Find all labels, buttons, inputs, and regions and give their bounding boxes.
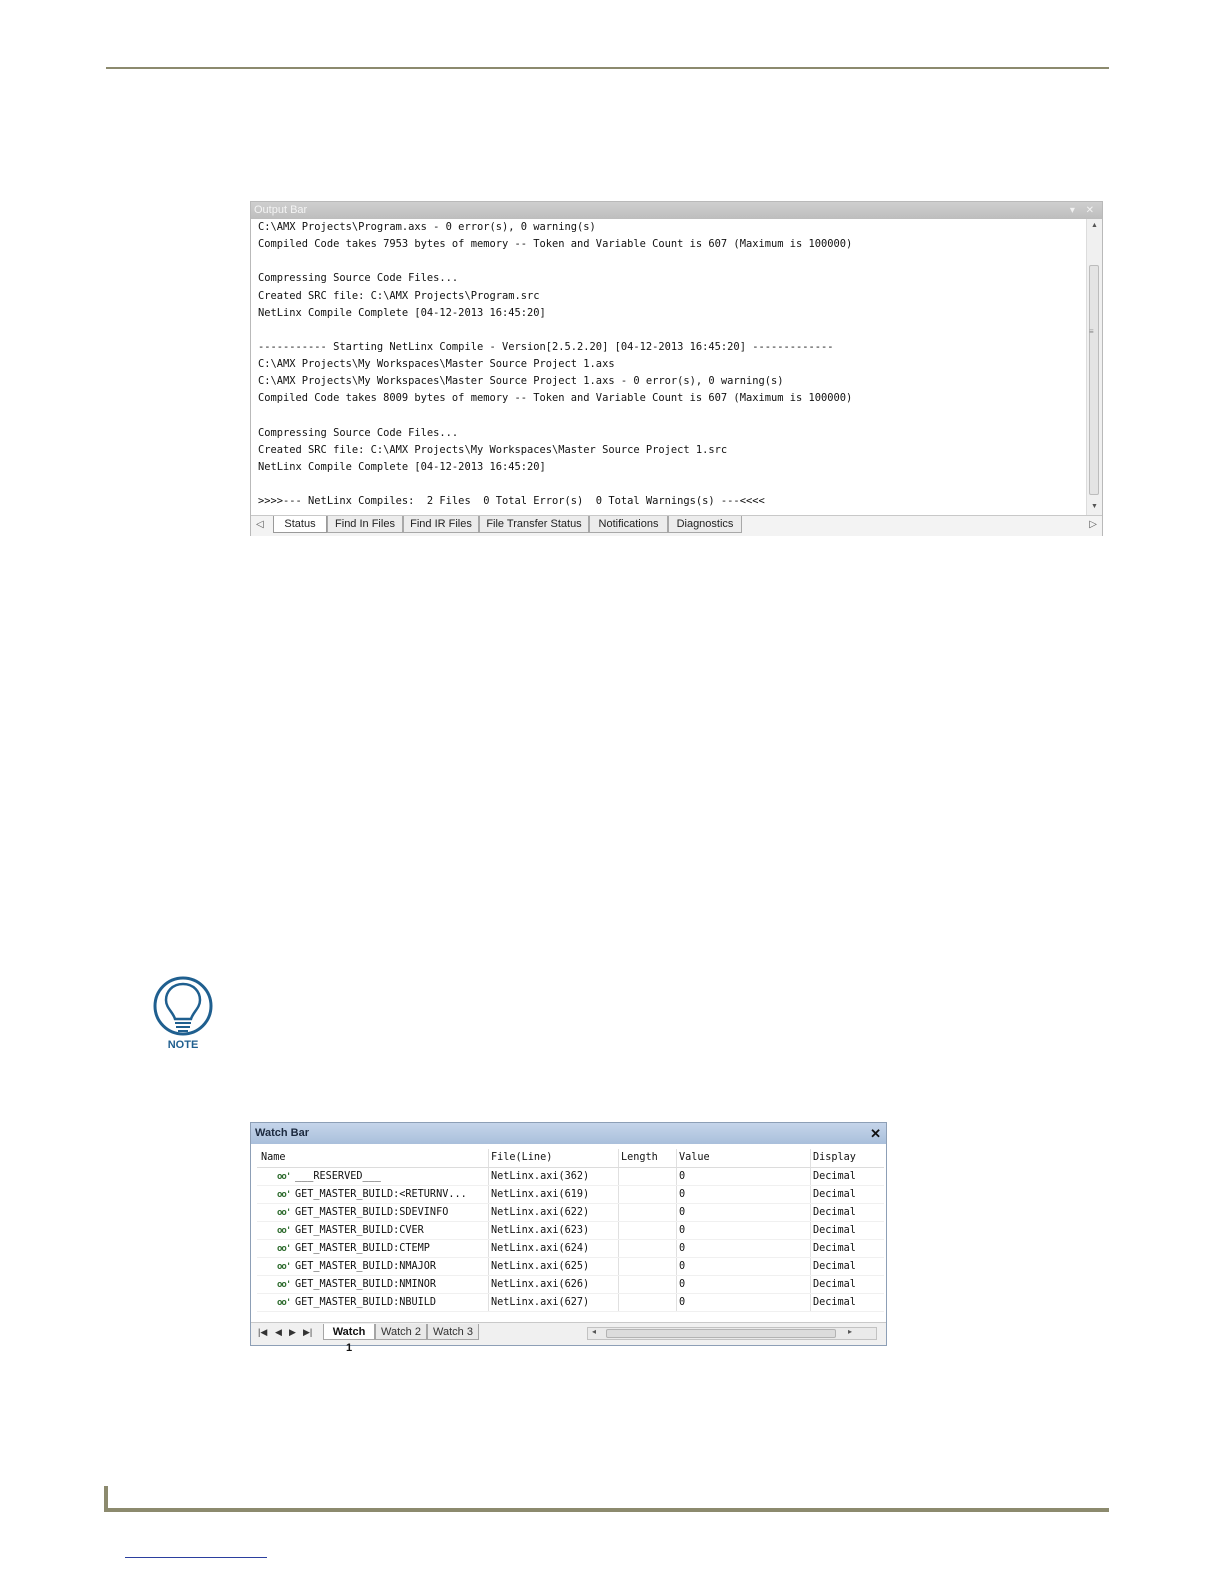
watch-file-line: NetLinx.axi(624) <box>491 1243 590 1254</box>
watch-file-line: NetLinx.axi(625) <box>491 1261 590 1272</box>
watch-value[interactable]: 0 <box>679 1189 686 1200</box>
output-tab-strip <box>251 515 1102 536</box>
watch-display[interactable]: Decimal <box>813 1171 856 1182</box>
output-log <box>251 219 1087 515</box>
watch-name: GET_MASTER_BUILD:NMINOR <box>295 1279 437 1290</box>
output-line: >>>>--- NetLinx Compiles: 2 Files 0 Total Error(s) 0 Total Warnings(s) ---<<<< <box>258 495 765 508</box>
glasses-icon: oo' <box>277 1190 291 1200</box>
output-tab-find-in-files[interactable]: Find In Files <box>327 516 403 533</box>
watch-display[interactable]: Decimal <box>813 1189 856 1200</box>
glasses-icon: oo' <box>277 1244 291 1254</box>
watch-value[interactable]: 0 <box>679 1171 686 1182</box>
table-row[interactable] <box>257 1258 884 1276</box>
watch-file-line: NetLinx.axi(619) <box>491 1189 590 1200</box>
output-bar-title-text: Output Bar <box>254 204 308 216</box>
output-line: Created SRC file: C:\AMX Projects\My Workspaces\Master Source Project 1.src <box>258 443 728 456</box>
watch-bar-panel <box>250 1122 887 1354</box>
column-header-display[interactable]: Display <box>813 1152 856 1163</box>
output-line: C:\AMX Projects\My Workspaces\Master Source Project 1.axs - 0 error(s), 0 warning(s) <box>258 375 784 388</box>
scroll-down-icon[interactable]: ▼ <box>1091 503 1098 510</box>
output-tab-file-transfer-status[interactable]: File Transfer Status <box>479 516 589 533</box>
watch-value[interactable]: 0 <box>679 1225 686 1236</box>
watch-file-line: NetLinx.axi(622) <box>491 1207 590 1218</box>
output-vertical-scrollbar[interactable] <box>1086 219 1102 515</box>
output-bar-panel <box>250 201 1103 536</box>
hscroll-right-icon[interactable]: ▸ <box>847 1327 852 1336</box>
note-label: NOTE <box>167 1039 199 1051</box>
output-line: ----------- Starting NetLinx Compile - Version[2.5.2.20] [04-12-2013 16:45:20] ------------- <box>258 340 834 353</box>
watch-grid-header <box>257 1149 884 1168</box>
column-header-name[interactable]: Name <box>261 1152 286 1163</box>
watch-display[interactable]: Decimal <box>813 1243 856 1254</box>
watch-value[interactable]: 0 <box>679 1279 686 1290</box>
watch-tab-2[interactable]: Watch 2 <box>375 1324 427 1340</box>
watch-value[interactable]: 0 <box>679 1297 686 1308</box>
output-line: NetLinx Compile Complete [04-12-2013 16:45:20] <box>258 306 546 319</box>
hscroll-left-icon[interactable]: ◂ <box>592 1327 597 1336</box>
table-row[interactable] <box>257 1204 884 1222</box>
watch-display[interactable]: Decimal <box>813 1261 856 1272</box>
output-bar-window-buttons[interactable]: ▾ ✕ <box>1069 205 1098 216</box>
output-tab-find-ir-files[interactable]: Find IR Files <box>403 516 479 533</box>
watch-horizontal-scrollbar[interactable] <box>587 1327 877 1340</box>
glasses-icon: oo' <box>277 1208 291 1218</box>
watch-bar-close-icon[interactable]: ✕ <box>870 1126 881 1141</box>
last-tab-icon[interactable]: ▶| <box>303 1327 313 1337</box>
note-lightbulb-icon <box>152 975 214 1051</box>
glasses-icon: oo' <box>277 1262 291 1272</box>
output-line: Compressing Source Code Files... <box>258 426 459 439</box>
output-line: C:\AMX Projects\Program.axs - 0 error(s), 0 warning(s) <box>258 221 596 233</box>
output-tab-status[interactable]: Status <box>273 516 327 533</box>
watch-display[interactable]: Decimal <box>813 1225 856 1236</box>
output-tab-notifications[interactable]: Notifications <box>589 516 668 533</box>
output-line: Compiled Code takes 8009 bytes of memory -- Token and Variable Count is 607 (Maximum is 100000) <box>258 392 853 405</box>
output-line <box>251 476 1087 493</box>
output-line: Compiled Code takes 7953 bytes of memory -- Token and Variable Count is 607 (Maximum is 100000) <box>258 238 853 251</box>
watch-display[interactable]: Decimal <box>813 1279 856 1290</box>
watch-file-line: NetLinx.axi(623) <box>491 1225 590 1236</box>
scroll-thumb[interactable] <box>1089 265 1099 495</box>
output-line <box>251 253 1087 270</box>
watch-tab-strip <box>251 1322 886 1354</box>
watch-name: GET_MASTER_BUILD:CTEMP <box>295 1243 430 1254</box>
watch-tab-3[interactable]: Watch 3 <box>427 1324 479 1340</box>
glasses-icon: oo' <box>277 1172 291 1182</box>
watch-name: GET_MASTER_BUILD:<RETURNV... <box>295 1189 467 1200</box>
first-tab-icon[interactable]: |◀ <box>258 1327 268 1337</box>
table-row[interactable] <box>257 1222 884 1240</box>
watch-tab-1[interactable]: Watch 1 <box>323 1324 375 1340</box>
watch-name: GET_MASTER_BUILD:SDEVINFO <box>295 1207 449 1218</box>
table-row[interactable] <box>257 1186 884 1204</box>
column-header-length[interactable]: Length <box>621 1152 658 1163</box>
tab-scroll-left-icon[interactable]: ◁ <box>256 519 264 530</box>
watch-name: ___RESERVED___ <box>295 1171 381 1182</box>
watch-file-line: NetLinx.axi(362) <box>491 1171 590 1182</box>
glasses-icon: oo' <box>277 1280 291 1290</box>
prev-tab-icon[interactable]: ◀ <box>275 1327 282 1337</box>
output-tab-diagnostics[interactable]: Diagnostics <box>668 516 742 533</box>
table-row[interactable] <box>257 1294 884 1312</box>
table-row[interactable] <box>257 1276 884 1294</box>
footer-rule <box>106 1508 1109 1512</box>
header-rule <box>106 67 1109 69</box>
watch-value[interactable]: 0 <box>679 1243 686 1254</box>
output-line <box>251 322 1087 339</box>
watch-grid <box>257 1149 884 1312</box>
watch-value[interactable]: 0 <box>679 1207 686 1218</box>
scroll-up-icon[interactable]: ▲ <box>1091 222 1098 229</box>
glasses-icon: oo' <box>277 1298 291 1308</box>
watch-bar-title-text: Watch Bar <box>255 1127 309 1139</box>
column-header-value[interactable]: Value <box>679 1152 710 1163</box>
output-line: C:\AMX Projects\My Workspaces\Master Source Project 1.axs <box>258 358 615 371</box>
watch-bar-title <box>251 1123 886 1144</box>
watch-display[interactable]: Decimal <box>813 1207 856 1218</box>
watch-display[interactable]: Decimal <box>813 1297 856 1308</box>
watch-value[interactable]: 0 <box>679 1261 686 1272</box>
output-line: NetLinx Compile Complete [04-12-2013 16:45:20] <box>258 460 546 473</box>
watch-name: GET_MASTER_BUILD:NMAJOR <box>295 1261 437 1272</box>
next-tab-icon[interactable]: ▶ <box>289 1327 296 1337</box>
column-header-file-line[interactable]: File(Line) <box>491 1152 553 1163</box>
output-line <box>251 408 1087 425</box>
output-line: Created SRC file: C:\AMX Projects\Program.src <box>258 289 540 302</box>
output-line: Compressing Source Code Files... <box>258 272 459 285</box>
output-bar-title <box>251 202 1102 219</box>
tab-scroll-right-icon[interactable]: ▷ <box>1089 519 1097 530</box>
glasses-icon: oo' <box>277 1226 291 1236</box>
scroll-grip-icon: ≡ <box>1089 327 1094 336</box>
watch-name: GET_MASTER_BUILD:CVER <box>295 1225 424 1236</box>
table-row[interactable] <box>257 1168 884 1186</box>
table-row[interactable] <box>257 1240 884 1258</box>
footer-link-underline[interactable] <box>125 1557 267 1558</box>
watch-file-line: NetLinx.axi(626) <box>491 1279 590 1290</box>
watch-file-line: NetLinx.axi(627) <box>491 1297 590 1308</box>
hscroll-thumb[interactable] <box>606 1329 836 1338</box>
watch-name: GET_MASTER_BUILD:NBUILD <box>295 1297 437 1308</box>
